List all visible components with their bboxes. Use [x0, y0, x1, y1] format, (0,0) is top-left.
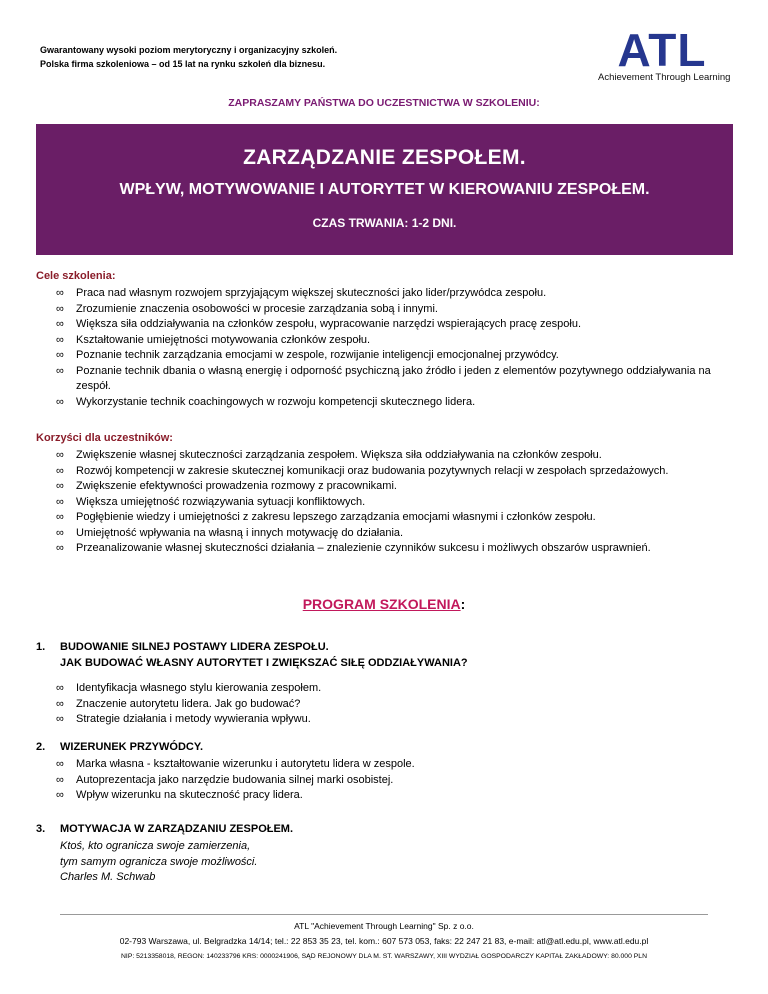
bullet-icon: ∞: [56, 349, 64, 361]
list-item: ∞ Zwiększenie efektywności prowadzenia rozmowy z pracownikami.: [36, 479, 733, 495]
list-item: ∞ Marka własna - kształtowanie wizerunku i autorytetu lidera w zespole.: [36, 757, 733, 773]
footer-contact: 02-793 Warszawa, ul. Belgradzka 14/14; tel.: 22 853 35 23, tel. kom.: 607 573 053, faks: 22 247 21 83, e-mail: atl@atl.edu.pl, www.atl.edu.pl: [119, 936, 649, 946]
bullet-icon: ∞: [56, 395, 64, 408]
bullet-icon: ∞: [56, 773, 64, 786]
footer-divider: [60, 914, 708, 915]
quote-author: Charles M. Schwab: [60, 871, 156, 883]
program-title: PROGRAM SZKOLENIA:: [302, 596, 466, 612]
quote-line-1: Ktoś, kto ogranicza swoje zamierzenia,: [60, 840, 251, 852]
course-duration: CZAS TRWANIA: 1-2 DNI.: [312, 216, 457, 230]
logo-wordmark: ATL: [617, 24, 707, 76]
list-item: ∞ Praca nad własnym rozwojem sprzyjającym większej skuteczności jako lider/przywódca zespołu.: [36, 286, 733, 302]
list-item: ∞ Pogłębienie wiedzy i umiejętności z zakresu lepszego zarządzania emocjami własnymi i członków zespołu.: [36, 510, 733, 526]
bullet-icon: ∞: [56, 542, 64, 554]
goals-title: Cele szkolenia:: [36, 270, 116, 282]
list-item: ∞ Identyfikacja własnego stylu kierowania zespołem.: [36, 681, 733, 697]
bullet-icon: ∞: [56, 302, 64, 315]
logo-subtitle: Achievement Through Learning: [598, 72, 731, 83]
list-item: ∞ Większa siła oddziaływania na członków zespołu, wypracowanie narzędzi wspierających pracę zespołu.: [36, 317, 733, 333]
program-section-2-title: 2. WIZERUNEK PRZYWÓDCY.: [36, 741, 203, 753]
atl-logo: [598, 24, 731, 84]
program-section-3-title: 3. MOTYWACJA W ZARZĄDZANIU ZESPOŁEM.: [36, 823, 294, 835]
bullet-icon: ∞: [56, 713, 64, 725]
bullet-icon: ∞: [56, 287, 64, 299]
list-item: ∞ Wykorzystanie technik coachingowych w rozwoju kompetencji skutecznego lidera.: [36, 395, 733, 411]
program-section-1-subtitle: JAK BUDOWAĆ WŁASNY AUTORYTET I ZWIĘKSZAĆ SIŁĘ ODDZIAŁYWANIA?: [60, 657, 468, 669]
list-item: ∞ Znaczenie autorytetu lidera. Jak go budować?: [36, 697, 733, 713]
course-banner: [36, 124, 733, 255]
bullet-icon: ∞: [56, 364, 64, 377]
list-item: ∞ Poznanie technik dbania o własną energię i odporność psychiczną jako źródło i jeden z elementów pozytywnego oddziaływania na zespół.: [56, 364, 711, 392]
course-subtitle: WPŁYW, MOTYWOWANIE I AUTORYTET W KIEROWANIU ZESPOŁEM.: [119, 181, 650, 198]
footer-company: ATL "Achievement Through Learning" Sp. z o.o.: [294, 921, 474, 931]
list-item: ∞ Wpływ wizerunku na skuteczność pracy lidera.: [36, 788, 733, 804]
program-section-1-title: 1. BUDOWANIE SILNEJ POSTAWY LIDERA ZESPOŁU.: [36, 641, 329, 653]
program-section-2-list: [36, 757, 733, 804]
tagline-line-1: Gwarantowany wysoki poziom merytoryczny i organizacyjny szkoleń.: [40, 45, 338, 55]
bullet-icon: ∞: [56, 789, 64, 801]
bullet-icon: ∞: [56, 480, 64, 492]
quote-line-2: tym samym ogranicza swoje możliwości.: [60, 855, 258, 868]
motivation-quote: [60, 839, 257, 886]
header-tagline: [40, 43, 337, 71]
invite-heading: ZAPRASZAMY PAŃSTWA DO UCZESTNICTWA W SZKOLENIU:: [228, 97, 540, 109]
list-item: ∞ Zrozumienie znaczenia osobowości w procesie zarządzania sobą i innymi.: [36, 302, 733, 318]
bullet-icon: ∞: [56, 682, 64, 694]
bullet-icon: ∞: [56, 449, 64, 461]
bullet-icon: ∞: [56, 511, 64, 523]
program-section-1-list: [36, 681, 733, 728]
footer-registration: NIP: 5213358018, REGON: 140233796 KRS: 0000241906, SĄD REJONOWY DLA M. ST. WARSZAWY, XIII WYDZIAŁ GOSPODARCZY KAPITAŁ ZAKŁADOWY: 80.000 PLN: [121, 953, 647, 960]
bullet-icon: ∞: [56, 318, 64, 330]
bullet-icon: ∞: [56, 526, 64, 539]
bullet-icon: ∞: [56, 333, 64, 346]
benefits-title: Korzyści dla uczestników:: [36, 432, 173, 444]
course-title: ZARZĄDZANIE ZESPOŁEM.: [243, 146, 526, 169]
list-item: ∞ Autoprezentacja jako narzędzie budowania silnej marki osobistej.: [36, 773, 733, 789]
list-item: ∞ Umiejętność wpływania na własną i innych motywację do działania.: [36, 526, 733, 542]
tagline-line-2: Polska firma szkoleniowa – od 15 lat na rynku szkoleń dla biznesu.: [40, 59, 326, 69]
list-item: ∞ Strategie działania i metody wywierania wpływu.: [36, 712, 733, 728]
list-item: ∞ Kształtowanie umiejętności motywowania członków zespołu.: [36, 333, 733, 349]
list-item: ∞ Przeanalizowanie własnej skuteczności działania – znalezienie czynników sukcesu i możliwych obszarów usprawnień.: [36, 541, 733, 557]
list-item: ∞ Poznanie technik zarządzania emocjami w zespole, rozwijanie inteligencji emocjonalnej przywódcy.: [36, 348, 733, 364]
list-item: ∞ Zwiększenie własnej skuteczności zarządzania zespołem. Większa siła oddziaływania na członków zespołu.: [36, 448, 733, 464]
bullet-icon: ∞: [56, 697, 64, 710]
list-item: ∞ Rozwój kompetencji w zakresie skutecznej komunikacji oraz budowania pozytywnych relacji w zespołach sprzedażowych.: [36, 464, 733, 480]
benefits-list: [36, 448, 733, 557]
bullet-icon: ∞: [56, 464, 64, 477]
bullet-icon: ∞: [56, 758, 64, 770]
list-item: ∞ Większa umiejętność rozwiązywania sytuacji konfliktowych.: [36, 495, 733, 511]
goals-list: [36, 286, 733, 410]
bullet-icon: ∞: [56, 495, 64, 508]
